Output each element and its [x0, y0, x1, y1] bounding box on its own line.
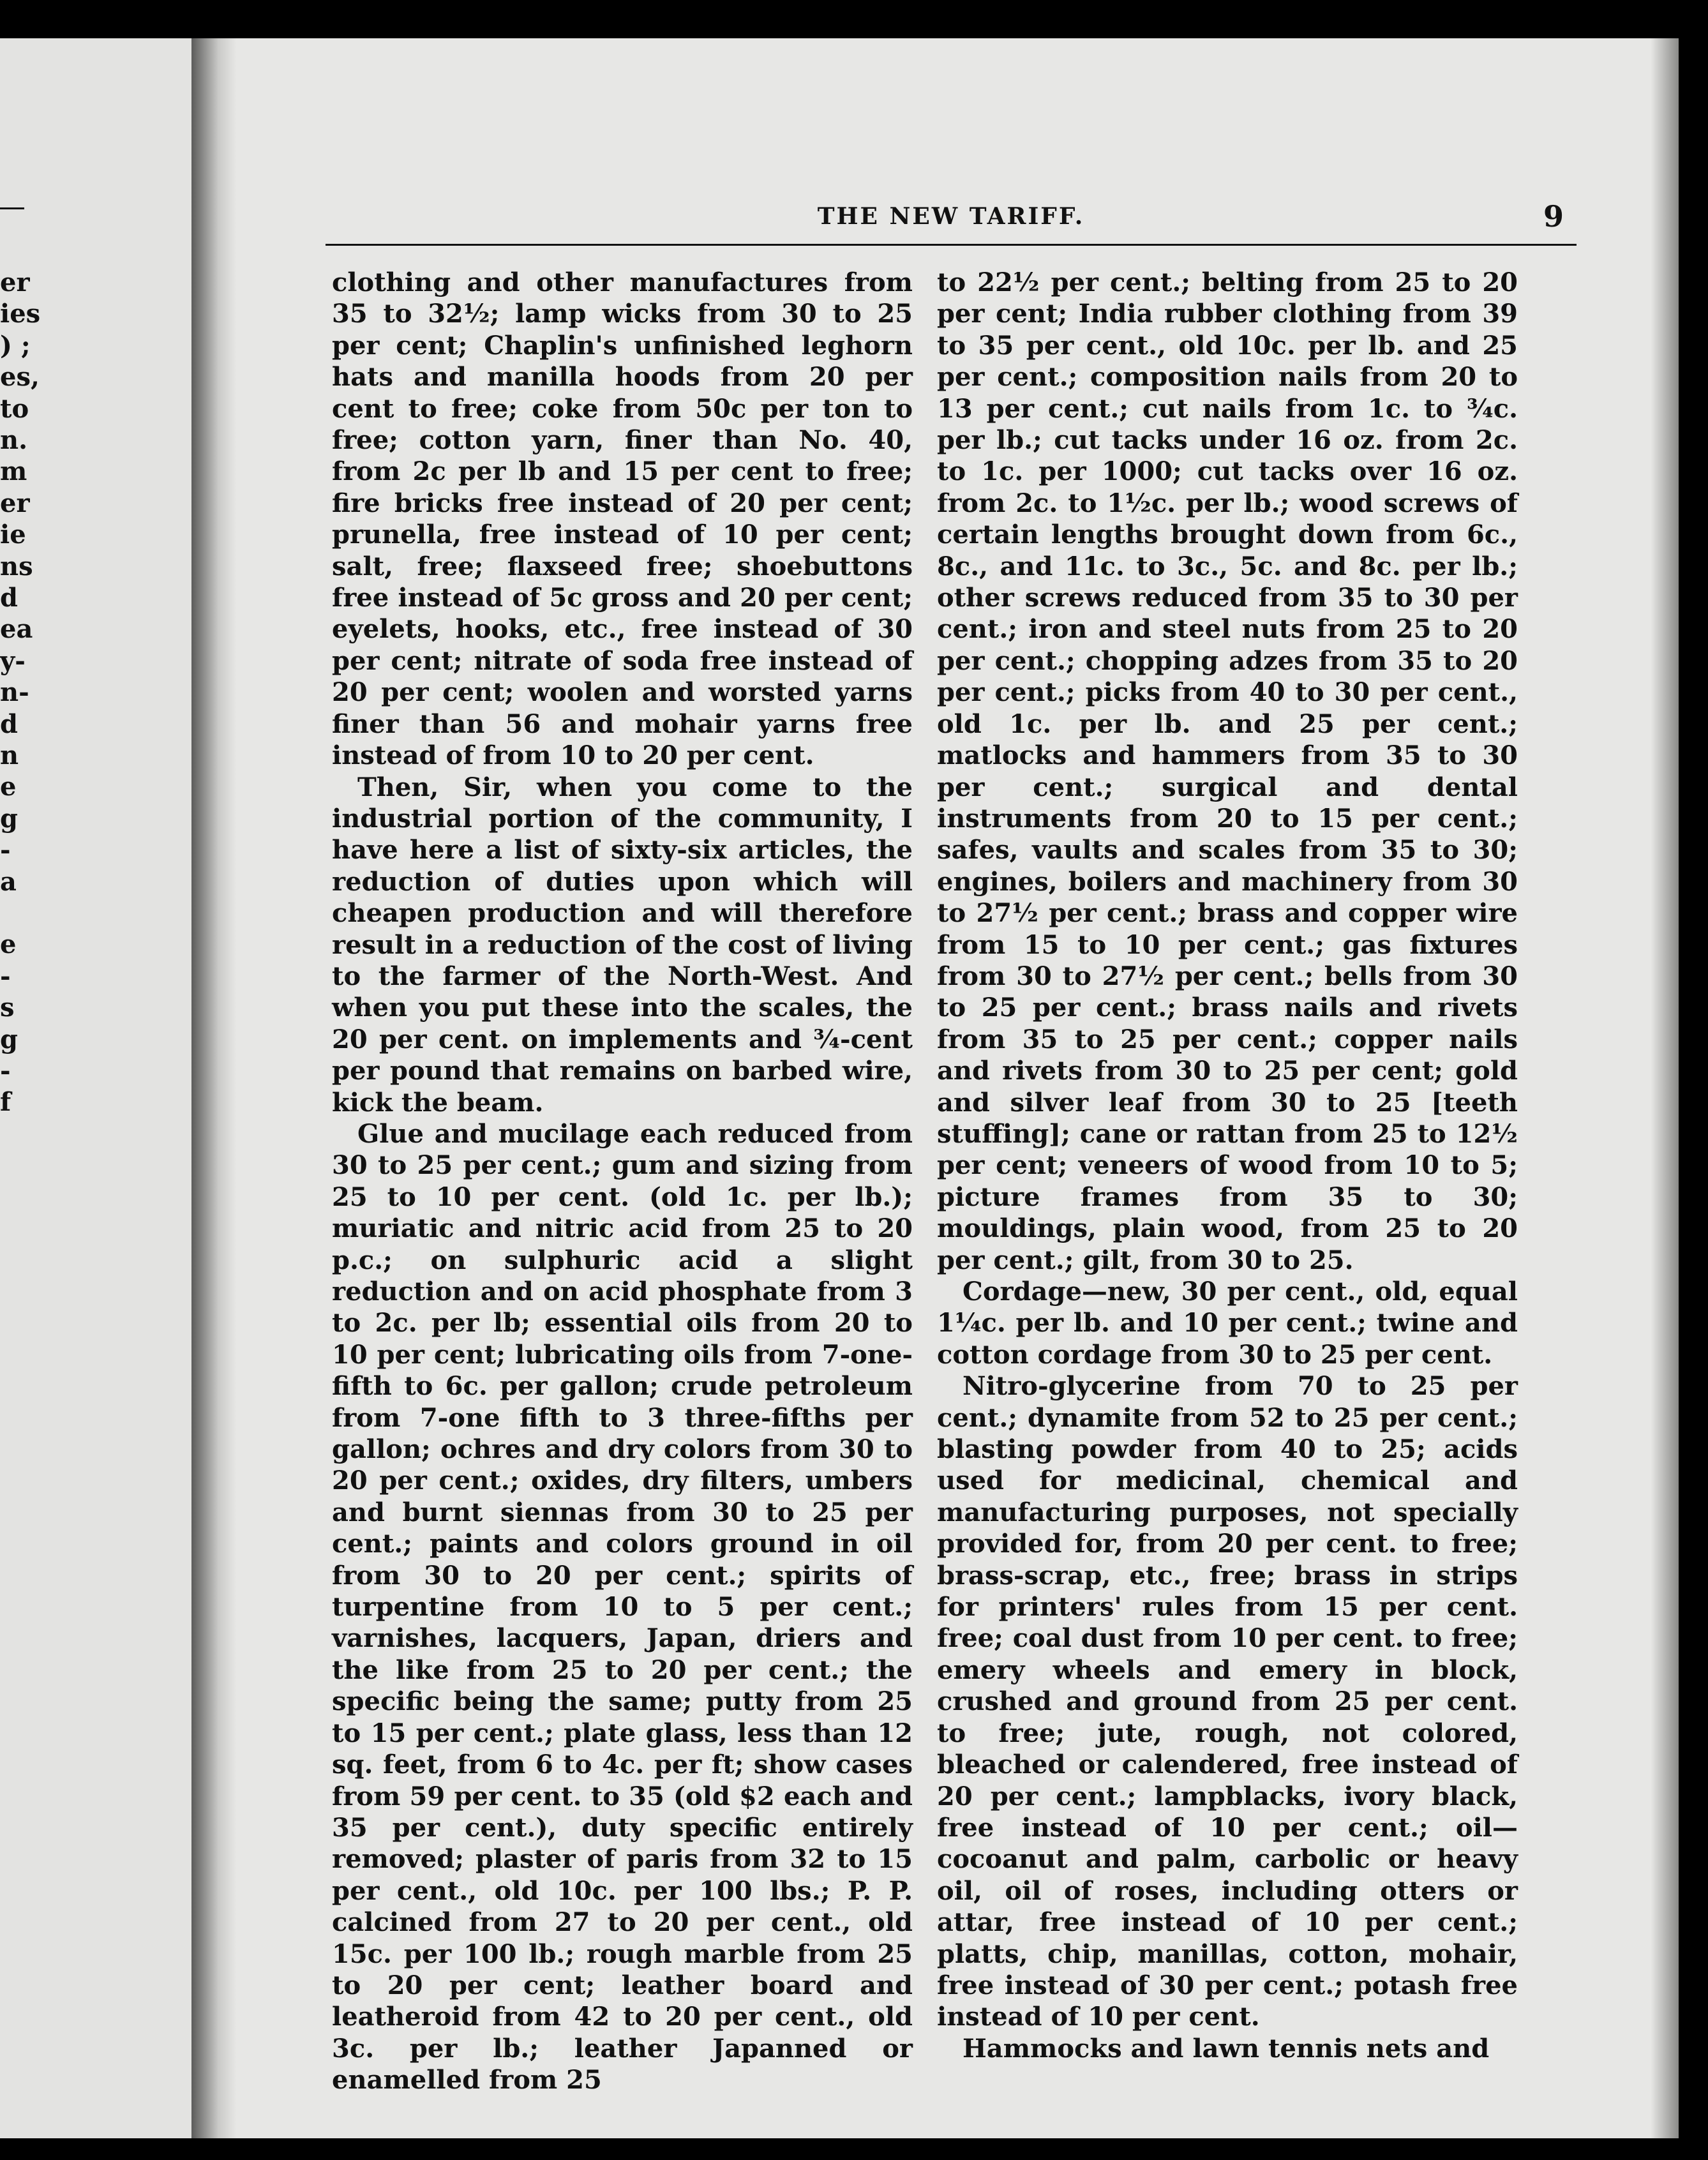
- left-column: [332, 267, 913, 2096]
- running-title: THE NEW TARIFF.: [817, 203, 1085, 230]
- facing-page-fragment: e: [0, 772, 17, 802]
- facing-page-fragment: d: [0, 583, 18, 613]
- facing-page-fragment: ) ;: [0, 330, 31, 361]
- page-edge-shadow: [1651, 38, 1679, 2138]
- facing-page-rule: [0, 207, 24, 209]
- facing-page-fragment: er: [0, 488, 30, 518]
- facing-page-fragment: to: [0, 393, 29, 424]
- facing-page-fragment: m: [0, 456, 27, 487]
- paragraph: Nitro-glycerine from 70 to 25 per cent.; dynamite from 52 to 25 per cent.; blasting powder from 40 to 25; acids used for medicinal, chemical and manufacturing purposes, not specially provided for, from 20 per cent. to free; brass-scrap, etc., free; brass in strips for printers' rules from 15 per cent. free; coal dust from 10 per cent. to free; emery wheels and emery in block, crushed and ground from 25 per cent. to free; jute, rough, not colored, bleached or calendered, free instead of 20 per cent.; lampblacks, ivory black, free instead of 10 per cent.; oil—cocoanut and palm, carbolic or heavy oil, oil of roses, including otters or attar, free instead of 10 per cent.; platts, chip, manillas, cotton, mohair, free instead of 30 per cent.; potash free instead of 10 per cent.: [937, 1371, 1518, 2032]
- paragraph: Cordage—new, 30 per cent., old, equal 1¼c. per lb. and 10 per cent.; twine and cotton cordage from 30 to 25 per cent.: [937, 1277, 1518, 1370]
- facing-page-fragment: s: [0, 993, 15, 1023]
- right-column: [937, 267, 1518, 2064]
- paragraph: Then, Sir, when you come to the industrial portion of the community, I have here a list of sixty-six articles, the reduction of duties upon which will cheapen production and will therefore result in a reduction of the cost of living to the farmer of the North-West. And when you put these into the scales, the 20 per cent. on implements and ¾-cent per pound that remains on barbed wire, kick the beam.: [332, 772, 913, 1118]
- paragraph: to 22½ per cent.; belting from 25 to 20 per cent; India rubber clothing from 39 to 35 per cent., old 10c. per lb. and 25 per cent.; composition nails from 20 to 13 per cent.; cut nails from 1c. to ¾c. per lb.; cut tacks under 16 oz. from 2c. to 1c. per 1000; cut tacks over 16 oz. from 2c. to 1½c. per lb.; wood screws of certain lengths brought down from 6c., 8c., and 11c. to 3c., 5c. and 8c. per lb.; other screws reduced from 35 to 30 per cent.; iron and steel nuts from 25 to 20 per cent.; chopping adzes from 35 to 20 per cent.; picks from 40 to 30 per cent., old 1c. per lb. and 25 per cent.; matlocks and hammers from 35 to 30 per cent.; surgical and dental instruments from 20 to 15 per cent.; safes, vaults and scales from 35 to 30; engines, boilers and machinery from 30 to 27½ per cent.; brass and copper wire from 15 to 10 per cent.; gas fixtures from 30 to 27½ per cent.; bells from 30 to 25 per cent.; brass nails and rivets from 35 to 25 per cent.; copper nails and rivets from 30 to 25 per cent; gold and silver leaf from 30 to 25 [teeth stuffing]; cane or rattan from 25 to 12½ per cent; veneers of wood from 10 to 5; picture frames from 35 to 30; mouldings, plain wood, from 25 to 20 per cent.; gilt, from 30 to 25.: [937, 267, 1518, 1275]
- facing-page-fragment: ea: [0, 614, 33, 645]
- paragraph: Hammocks and lawn tennis nets and: [963, 2033, 1490, 2064]
- facing-page-fragment: ies: [0, 299, 41, 329]
- facing-page-fragment: f: [0, 1087, 11, 1118]
- page-number: 9: [1543, 199, 1564, 234]
- header-rule: [326, 244, 1577, 246]
- running-header: [326, 199, 1577, 241]
- facing-page-fragment: -: [0, 961, 11, 991]
- facing-page-edge: [0, 38, 191, 2138]
- facing-page-fragment: es,: [0, 362, 40, 393]
- facing-page-fragment: y-: [0, 645, 26, 676]
- page-gutter-shadow: [191, 38, 236, 2138]
- facing-page-fragment: d: [0, 709, 18, 739]
- paragraph: Glue and mucilage each reduced from 30 to 25 per cent.; gum and sizing from 25 to 10 per cent. (old 1c. per lb.); muriatic and nitric acid from 25 to 20 p.c.; on sulphuric acid a slight reduction and on acid phosphate from 3 to 2c. per lb; essential oils from 20 to 10 per cent; lubricating oils from 7-one-fifth to 6c. per gallon; crude petroleum from 7-one fifth to 3 three-fifths per gallon; ochres and dry colors from 30 to 20 per cent.; oxides, dry filters, umbers and burnt siennas from 30 to 25 per cent.; paints and colors ground in oil from 30 to 20 per cent.; spirits of turpentine from 10 to 5 per cent.; varnishes, lacquers, Japan, driers and the like from 25 to 20 per cent.; the specific being the same; putty from 25 to 15 per cent.; plate glass, less than 12 sq. feet, from 6 to 4c. per ft; show cases from 59 per cent. to 35 (old $2 each and 35 per cent.), duty specific entirely removed; plaster of paris from 32 to 15 per cent., old 10c. per 100 lbs.; P. P. calcined from 27 to 20 per cent., old 15c. per 100 lb.; rough marble from 25 to 20 per cent; leather board and leatheroid from 42 to 20 per cent., old 3c. per lb.; leather Japanned or enamelled from 25: [332, 1118, 913, 2096]
- facing-page-fragment: ns: [0, 551, 33, 581]
- facing-page-fragment: a: [0, 866, 17, 897]
- facing-page-fragment: g: [0, 803, 18, 834]
- facing-page-fragment: -: [0, 835, 11, 866]
- facing-page-fragment: e: [0, 929, 17, 960]
- facing-page-fragment: er: [0, 267, 30, 297]
- facing-page-fragment: n: [0, 740, 19, 770]
- page: [191, 38, 1679, 2138]
- facing-page-fragment: ie: [0, 520, 26, 550]
- facing-page-fragment: g: [0, 1024, 18, 1054]
- facing-page-fragment: n.: [0, 425, 28, 455]
- paragraph: clothing and other manufactures from 35 to 32½; lamp wicks from 30 to 25 per cent; Chaplin's unfinished leghorn hats and manilla hoods from 20 per cent to free; coke from 50c per ton to free; cotton yarn, finer than No. 40, from 2c per lb and 15 per cent to free; fire bricks free instead of 20 per cent; prunella, free instead of 10 per cent; salt, free; flaxseed free; shoebuttons free instead of 5c gross and 20 per cent; eyelets, hooks, etc., free instead of 30 per cent; nitrate of soda free instead of 20 per cent; woolen and worsted yarns finer than 56 and mohair yarns free instead of from 10 to 20 per cent.: [332, 267, 913, 771]
- facing-page-fragment: -: [0, 1056, 11, 1086]
- facing-page-fragment: n-: [0, 677, 29, 708]
